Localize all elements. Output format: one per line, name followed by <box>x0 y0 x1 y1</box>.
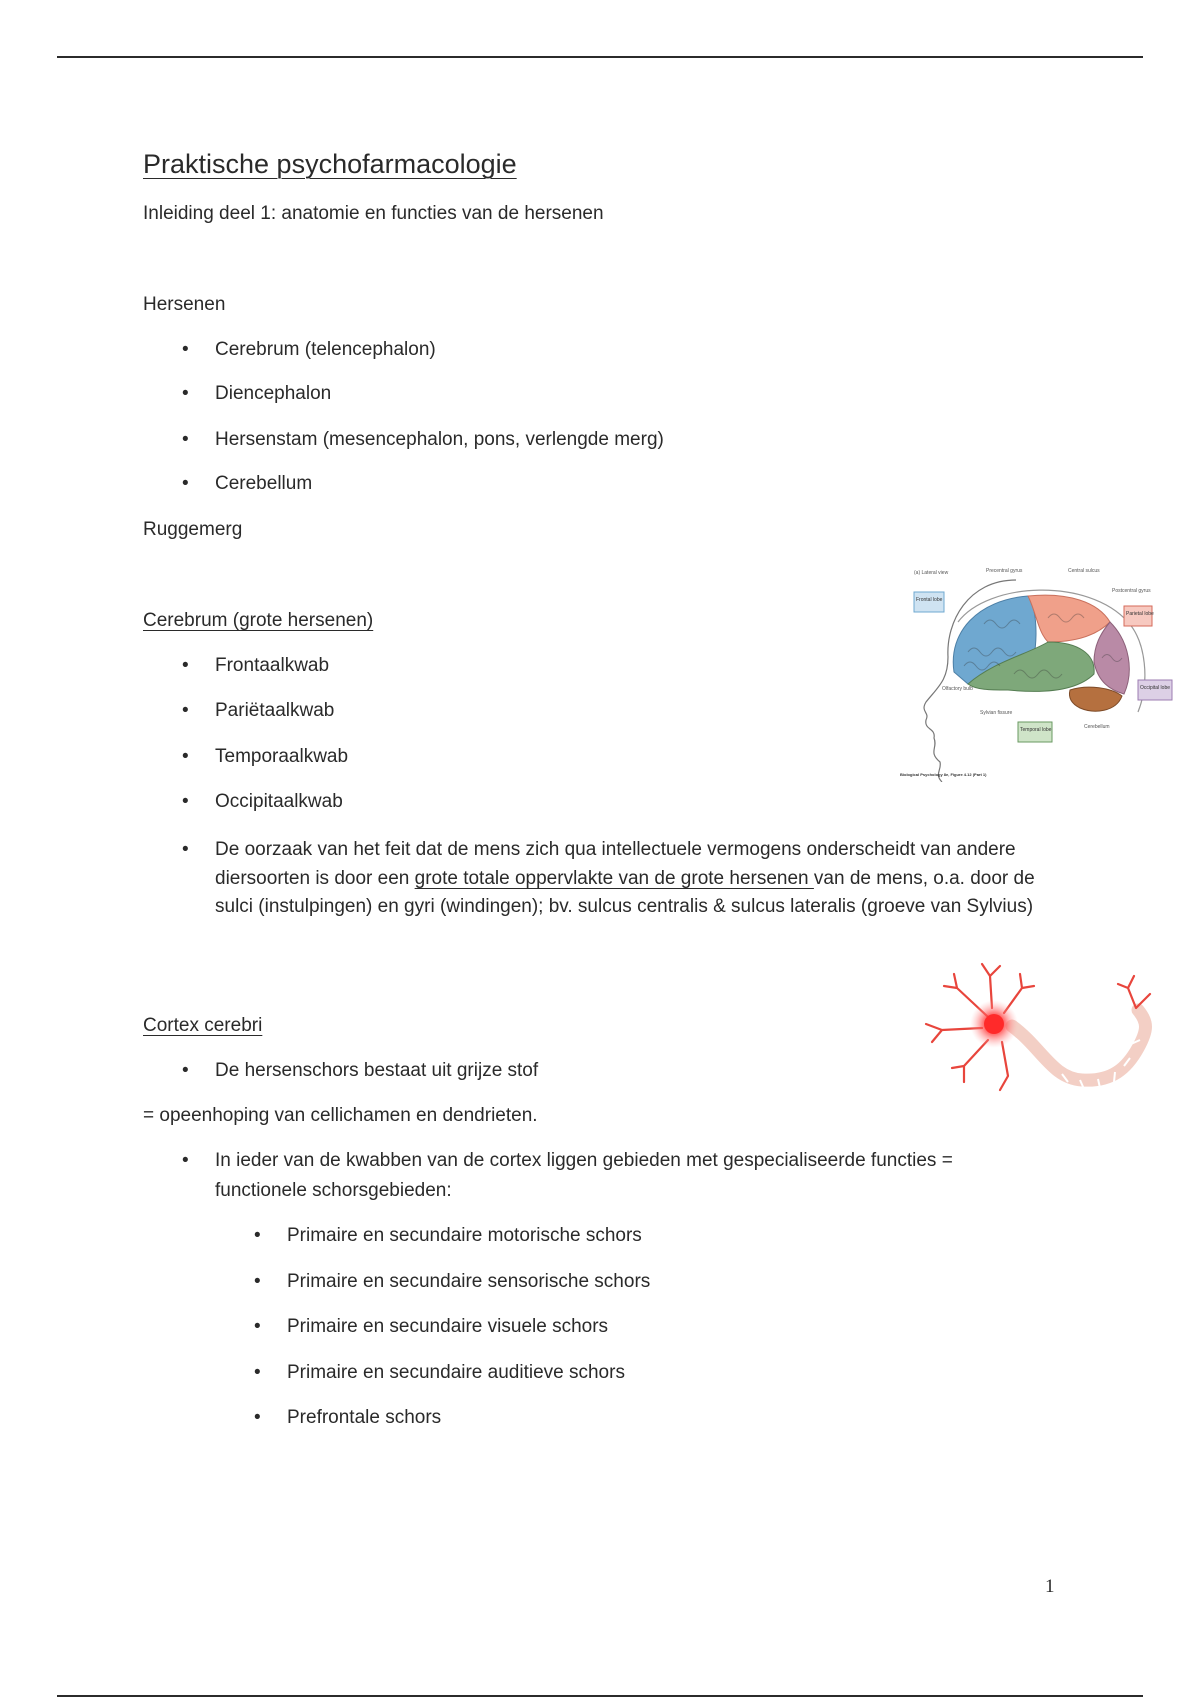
cerebellum <box>1069 687 1122 711</box>
list-item-text: Primaire en secundaire motorische schors <box>287 1225 642 1246</box>
list-item-text: Prefrontale schors <box>287 1407 442 1428</box>
axon <box>1012 1010 1146 1080</box>
bullet: • <box>182 839 189 860</box>
sub-list-item <box>254 1316 609 1339</box>
list-item <box>182 339 436 362</box>
bullet: • <box>182 1060 189 1081</box>
bullet: • <box>182 339 189 360</box>
neuron-figure <box>912 958 1170 1103</box>
sylvian-label: Sylvian fissure <box>980 710 1013 716</box>
sub-list-item <box>254 1225 642 1248</box>
list-item-text: Primaire en secundaire auditieve schors <box>287 1362 625 1383</box>
list-item-text: Frontaalkwab <box>215 655 330 676</box>
frontal-label: Frontal lobe <box>916 597 943 603</box>
list-item <box>182 746 349 769</box>
list-item <box>182 383 332 406</box>
list-item <box>182 1150 953 1173</box>
list-item-text: Diencephalon <box>215 383 332 404</box>
parietal-lobe <box>1028 595 1110 642</box>
bullet: • <box>254 1271 261 1292</box>
list-item-text: In ieder van de kwabben van de cortex liggen gebieden met gespecialiseerde functies = <box>215 1150 953 1171</box>
list-item-text: Cerebrum (telencephalon) <box>215 339 436 360</box>
ruggemerg-label: Ruggemerg <box>143 519 243 540</box>
list-item-text: Temporaalkwab <box>215 746 349 767</box>
sub-list-item <box>254 1407 442 1430</box>
list-item <box>182 473 313 496</box>
soma <box>984 1014 1004 1034</box>
bullet: • <box>254 1316 261 1337</box>
list-item <box>182 1060 539 1083</box>
list-item-text: Primaire en secundaire sensorische schors <box>287 1271 651 1292</box>
bullet: • <box>182 429 189 450</box>
list-item <box>182 791 343 814</box>
list-item-text: Hersenstam (mesencephalon, pons, verlengde merg) <box>215 429 664 450</box>
brain-lobes-figure <box>898 562 1174 782</box>
temporal-label: Temporal lobe <box>1020 727 1052 733</box>
neuron-drawing <box>912 958 1170 1103</box>
list-item-text: Primaire en secundaire visuele schors <box>287 1316 609 1337</box>
sub-list-item <box>254 1362 625 1385</box>
bullet: • <box>182 746 189 767</box>
sub-list-item <box>254 1271 651 1294</box>
list-item <box>182 655 330 678</box>
bullet: • <box>182 791 189 812</box>
page-subtitle: Inleiding deel 1: anatomie en functies van de hersenen <box>143 203 604 224</box>
section-heading-cortex: Cortex cerebri <box>143 1015 263 1036</box>
paragraph-text-1: De oorzaak van het feit dat de mens zich qua intellectuele vermogens onderscheidt van andere diersoorten is door een <box>215 839 1016 889</box>
cortex-definition: = opeenhoping van cellichamen en dendrieten. <box>143 1105 538 1126</box>
cerebellum-label: Cerebellum <box>1084 724 1110 730</box>
list-item-text: Pariëtaalkwab <box>215 700 335 721</box>
list-item-continuation: functionele schorsgebieden: <box>215 1180 452 1201</box>
paragraph-text-2: van de mens, o.a. door de sulci (instulpingen) en gyri (windingen); bv. sulcus centralis & sulcus lateralis (groeve van Sylvius) <box>215 867 1035 917</box>
list-item-text: Occipitaalkwab <box>215 791 343 812</box>
list-item-text: Cerebellum <box>215 473 313 494</box>
bullet: • <box>182 473 189 494</box>
brain-diagram <box>898 562 1174 782</box>
parietal-label: Parietal lobe <box>1126 611 1154 617</box>
bullet: • <box>182 383 189 404</box>
bullet: • <box>182 700 189 721</box>
paragraph-underlined-text: grote totale oppervlakte van de grote hersenen <box>414 867 814 889</box>
bullet: • <box>182 1150 189 1171</box>
section-heading-cerebrum: Cerebrum (grote hersenen) <box>143 610 374 631</box>
list-item <box>182 700 335 723</box>
top-rule <box>57 56 1143 58</box>
central-label: Central sulcus <box>1068 568 1100 574</box>
bullet: • <box>254 1407 261 1428</box>
bullet: • <box>254 1225 261 1246</box>
bullet: • <box>254 1362 261 1383</box>
list-item <box>182 429 664 452</box>
figure-caption: Biological Psychology 8e, Figure 4.12 (Part 1) <box>900 772 987 777</box>
postcentral-label: Postcentral gyrus <box>1112 588 1151 594</box>
bullet: • <box>182 655 189 676</box>
cerebrum-paragraph <box>182 836 1075 922</box>
precentral-label: Precentral gyrus <box>986 568 1023 574</box>
bottom-rule <box>57 1695 1143 1697</box>
section-heading-hersenen: Hersenen <box>143 294 226 315</box>
page-title: Praktische psychofarmacologie <box>143 149 517 179</box>
lateral-view-label: (a) Lateral view <box>914 570 949 576</box>
list-item-text: De hersenschors bestaat uit grijze stof <box>215 1060 539 1081</box>
page-number: 1 <box>1045 1576 1055 1597</box>
occipital-label: Occipital lobe <box>1140 685 1171 691</box>
olfactory-label: Olfactory bulb <box>942 686 973 692</box>
